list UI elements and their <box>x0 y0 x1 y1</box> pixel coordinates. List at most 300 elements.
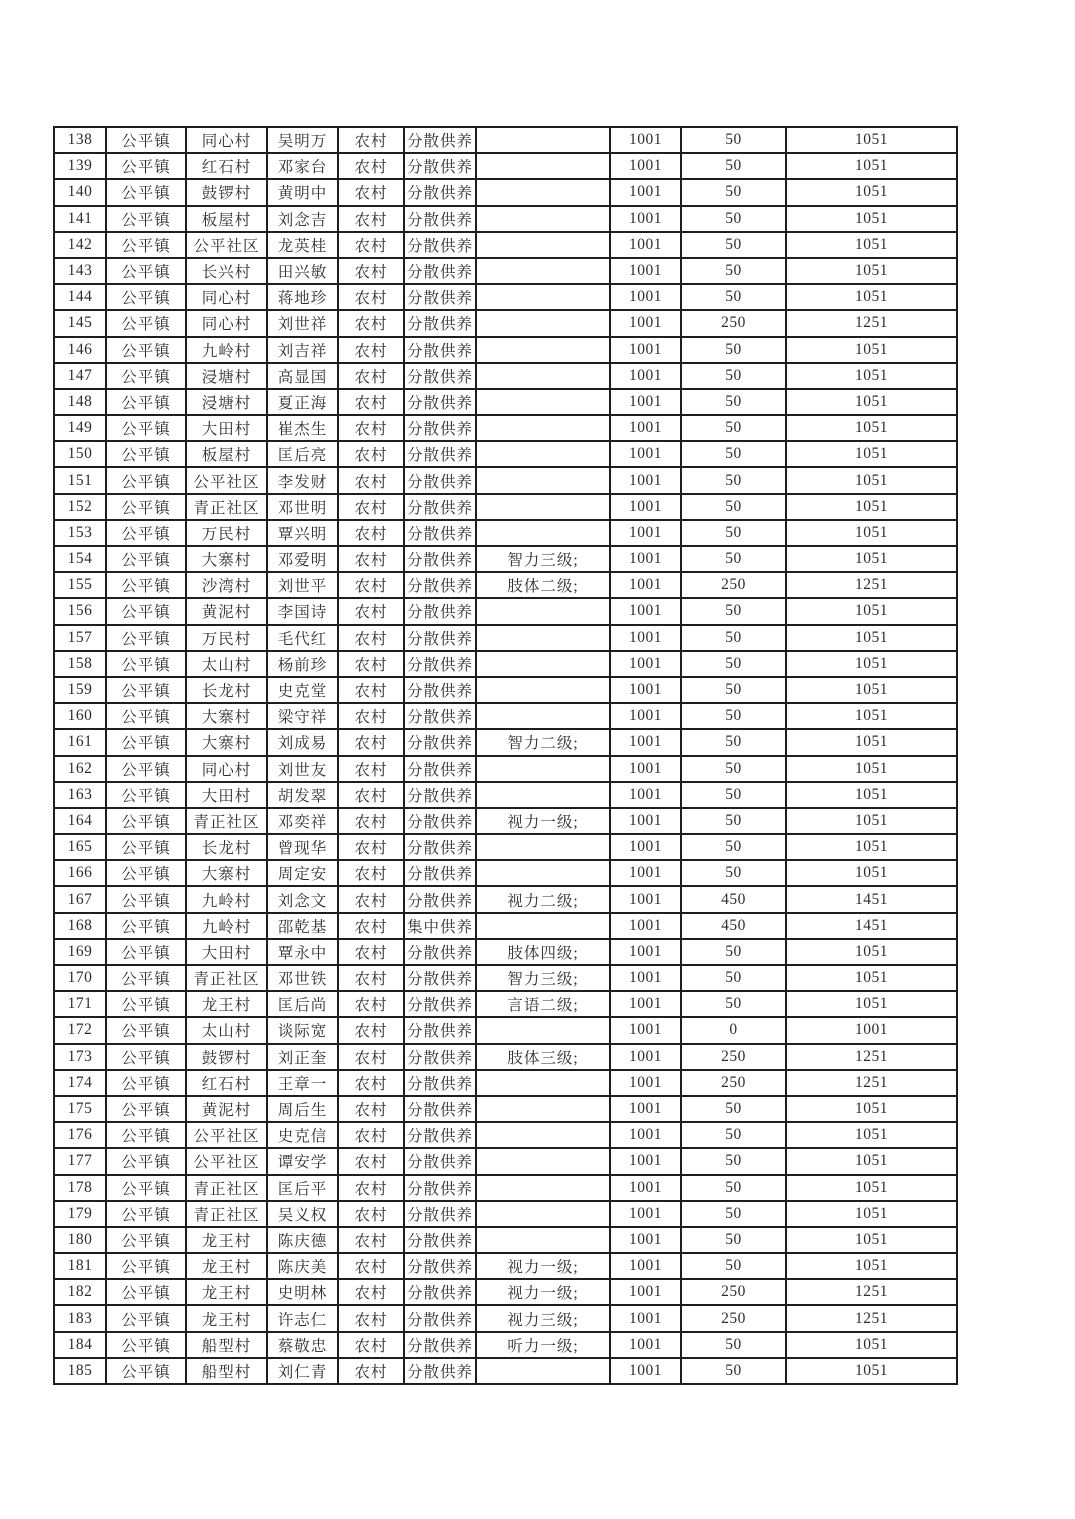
cell-name: 刘世平 <box>267 572 338 598</box>
cell-adjust-amount: 0 <box>681 1017 786 1043</box>
cell-base-amount: 1001 <box>610 939 681 965</box>
cell-area-type: 农村 <box>338 782 404 808</box>
cell-name: 李国诗 <box>267 598 338 624</box>
cell-town: 公平镇 <box>106 546 186 572</box>
cell-disability <box>476 363 610 389</box>
cell-base-amount: 1001 <box>610 1305 681 1331</box>
cell-support-type: 分散供养 <box>404 703 476 729</box>
cell-area-type: 农村 <box>338 1122 404 1148</box>
cell-area-type: 农村 <box>338 939 404 965</box>
cell-total-amount: 1051 <box>786 1201 957 1227</box>
cell-disability <box>476 467 610 493</box>
cell-support-type: 分散供养 <box>404 1279 476 1305</box>
cell-name: 陈庆德 <box>267 1227 338 1253</box>
cell-disability <box>476 1175 610 1201</box>
cell-village: 公平社区 <box>186 467 267 493</box>
cell-base-amount: 1001 <box>610 494 681 520</box>
cell-support-type: 分散供养 <box>404 284 476 310</box>
table-row <box>54 1279 957 1305</box>
cell-adjust-amount: 250 <box>681 310 786 336</box>
cell-disability <box>476 677 610 703</box>
cell-adjust-amount: 50 <box>681 127 786 153</box>
cell-row-no: 170 <box>54 965 106 991</box>
cell-village: 大田村 <box>186 939 267 965</box>
cell-disability: 言语二级; <box>476 991 610 1017</box>
cell-area-type: 农村 <box>338 1305 404 1331</box>
cell-village: 船型村 <box>186 1358 267 1384</box>
cell-disability <box>476 1122 610 1148</box>
cell-row-no: 177 <box>54 1148 106 1174</box>
cell-support-type: 分散供养 <box>404 1332 476 1358</box>
cell-total-amount: 1051 <box>786 494 957 520</box>
cell-support-type: 分散供养 <box>404 782 476 808</box>
table-row <box>54 546 957 572</box>
cell-town: 公平镇 <box>106 337 186 363</box>
cell-name: 李发财 <box>267 467 338 493</box>
cell-name: 邓家台 <box>267 153 338 179</box>
cell-area-type: 农村 <box>338 441 404 467</box>
cell-support-type: 分散供养 <box>404 494 476 520</box>
cell-area-type: 农村 <box>338 834 404 860</box>
cell-support-type: 分散供养 <box>404 860 476 886</box>
cell-area-type: 农村 <box>338 1201 404 1227</box>
cell-town: 公平镇 <box>106 1017 186 1043</box>
cell-village: 红石村 <box>186 153 267 179</box>
table-row <box>54 415 957 441</box>
cell-row-no: 161 <box>54 729 106 755</box>
cell-village: 黄泥村 <box>186 598 267 624</box>
cell-area-type: 农村 <box>338 1148 404 1174</box>
cell-name: 王章一 <box>267 1070 338 1096</box>
cell-total-amount: 1251 <box>786 310 957 336</box>
cell-area-type: 农村 <box>338 572 404 598</box>
cell-adjust-amount: 50 <box>681 1096 786 1122</box>
cell-total-amount: 1051 <box>786 808 957 834</box>
cell-row-no: 139 <box>54 153 106 179</box>
cell-village: 青正社区 <box>186 1175 267 1201</box>
cell-adjust-amount: 50 <box>681 1201 786 1227</box>
cell-total-amount: 1051 <box>786 337 957 363</box>
cell-name: 蔡敬忠 <box>267 1332 338 1358</box>
cell-row-no: 152 <box>54 494 106 520</box>
cell-base-amount: 1001 <box>610 729 681 755</box>
cell-row-no: 175 <box>54 1096 106 1122</box>
cell-village: 公平社区 <box>186 232 267 258</box>
cell-disability <box>476 415 610 441</box>
cell-base-amount: 1001 <box>610 860 681 886</box>
cell-disability <box>476 782 610 808</box>
cell-village: 长兴村 <box>186 258 267 284</box>
cell-support-type: 分散供养 <box>404 729 476 755</box>
cell-village: 板屋村 <box>186 441 267 467</box>
cell-base-amount: 1001 <box>610 153 681 179</box>
cell-area-type: 农村 <box>338 860 404 886</box>
cell-town: 公平镇 <box>106 415 186 441</box>
cell-support-type: 分散供养 <box>404 572 476 598</box>
cell-total-amount: 1051 <box>786 206 957 232</box>
cell-town: 公平镇 <box>106 703 186 729</box>
cell-name: 刘念吉 <box>267 206 338 232</box>
cell-row-no: 138 <box>54 127 106 153</box>
cell-support-type: 分散供养 <box>404 808 476 834</box>
cell-support-type: 分散供养 <box>404 206 476 232</box>
cell-adjust-amount: 250 <box>681 1070 786 1096</box>
cell-support-type: 分散供养 <box>404 520 476 546</box>
cell-adjust-amount: 50 <box>681 965 786 991</box>
cell-disability <box>476 913 610 939</box>
table-row <box>54 206 957 232</box>
cell-row-no: 140 <box>54 179 106 205</box>
cell-town: 公平镇 <box>106 1044 186 1070</box>
cell-town: 公平镇 <box>106 179 186 205</box>
cell-total-amount: 1051 <box>786 258 957 284</box>
cell-village: 公平社区 <box>186 1148 267 1174</box>
table-row <box>54 467 957 493</box>
cell-adjust-amount: 50 <box>681 1175 786 1201</box>
cell-area-type: 农村 <box>338 729 404 755</box>
cell-village: 鼓锣村 <box>186 1044 267 1070</box>
cell-disability: 智力三级; <box>476 965 610 991</box>
cell-support-type: 分散供养 <box>404 1175 476 1201</box>
cell-village: 青正社区 <box>186 494 267 520</box>
cell-town: 公平镇 <box>106 284 186 310</box>
cell-disability <box>476 441 610 467</box>
cell-town: 公平镇 <box>106 1227 186 1253</box>
cell-total-amount: 1051 <box>786 729 957 755</box>
cell-support-type: 分散供养 <box>404 598 476 624</box>
cell-base-amount: 1001 <box>610 546 681 572</box>
cell-base-amount: 1001 <box>610 651 681 677</box>
table-row <box>54 1044 957 1070</box>
cell-base-amount: 1001 <box>610 1122 681 1148</box>
cell-area-type: 农村 <box>338 965 404 991</box>
cell-base-amount: 1001 <box>610 1358 681 1384</box>
cell-name: 曾现华 <box>267 834 338 860</box>
cell-row-no: 143 <box>54 258 106 284</box>
cell-name: 邓世铁 <box>267 965 338 991</box>
cell-village: 龙王村 <box>186 1227 267 1253</box>
cell-row-no: 181 <box>54 1253 106 1279</box>
cell-town: 公平镇 <box>106 1175 186 1201</box>
cell-village: 大田村 <box>186 782 267 808</box>
cell-village: 长龙村 <box>186 834 267 860</box>
cell-village: 长龙村 <box>186 677 267 703</box>
table-row <box>54 782 957 808</box>
cell-base-amount: 1001 <box>610 1227 681 1253</box>
cell-town: 公平镇 <box>106 232 186 258</box>
cell-row-no: 183 <box>54 1305 106 1331</box>
cell-row-no: 146 <box>54 337 106 363</box>
table-row <box>54 1227 957 1253</box>
cell-area-type: 农村 <box>338 310 404 336</box>
cell-total-amount: 1051 <box>786 991 957 1017</box>
cell-disability <box>476 1017 610 1043</box>
cell-town: 公平镇 <box>106 808 186 834</box>
cell-village: 浸塘村 <box>186 363 267 389</box>
cell-adjust-amount: 250 <box>681 1044 786 1070</box>
cell-base-amount: 1001 <box>610 337 681 363</box>
cell-row-no: 164 <box>54 808 106 834</box>
cell-base-amount: 1001 <box>610 520 681 546</box>
cell-village: 万民村 <box>186 625 267 651</box>
cell-area-type: 农村 <box>338 1332 404 1358</box>
table-row <box>54 179 957 205</box>
cell-disability: 智力二级; <box>476 729 610 755</box>
cell-total-amount: 1051 <box>786 1096 957 1122</box>
cell-name: 吴义权 <box>267 1201 338 1227</box>
cell-area-type: 农村 <box>338 127 404 153</box>
cell-base-amount: 1001 <box>610 834 681 860</box>
cell-total-amount: 1051 <box>786 153 957 179</box>
cell-village: 同心村 <box>186 756 267 782</box>
cell-town: 公平镇 <box>106 991 186 1017</box>
cell-disability: 肢体二级; <box>476 572 610 598</box>
cell-adjust-amount: 50 <box>681 153 786 179</box>
cell-disability: 智力三级; <box>476 546 610 572</box>
cell-support-type: 分散供养 <box>404 389 476 415</box>
cell-name: 毛代红 <box>267 625 338 651</box>
cell-area-type: 农村 <box>338 494 404 520</box>
cell-row-no: 145 <box>54 310 106 336</box>
cell-base-amount: 1001 <box>610 1253 681 1279</box>
cell-town: 公平镇 <box>106 1332 186 1358</box>
cell-total-amount: 1051 <box>786 651 957 677</box>
cell-area-type: 农村 <box>338 284 404 310</box>
cell-town: 公平镇 <box>106 834 186 860</box>
cell-support-type: 分散供养 <box>404 756 476 782</box>
cell-total-amount: 1051 <box>786 1253 957 1279</box>
cell-row-no: 149 <box>54 415 106 441</box>
cell-row-no: 163 <box>54 782 106 808</box>
table-row <box>54 284 957 310</box>
table-row <box>54 860 957 886</box>
cell-base-amount: 1001 <box>610 703 681 729</box>
cell-base-amount: 1001 <box>610 310 681 336</box>
cell-base-amount: 1001 <box>610 808 681 834</box>
cell-total-amount: 1051 <box>786 284 957 310</box>
cell-base-amount: 1001 <box>610 127 681 153</box>
cell-area-type: 农村 <box>338 625 404 651</box>
cell-village: 鼓锣村 <box>186 179 267 205</box>
cell-name: 吴明万 <box>267 127 338 153</box>
cell-disability <box>476 179 610 205</box>
cell-area-type: 农村 <box>338 756 404 782</box>
cell-disability <box>476 598 610 624</box>
cell-disability <box>476 1358 610 1384</box>
cell-row-no: 176 <box>54 1122 106 1148</box>
cell-adjust-amount: 50 <box>681 808 786 834</box>
cell-disability <box>476 860 610 886</box>
table-row <box>54 337 957 363</box>
cell-area-type: 农村 <box>338 598 404 624</box>
cell-row-no: 179 <box>54 1201 106 1227</box>
cell-total-amount: 1051 <box>786 703 957 729</box>
cell-row-no: 159 <box>54 677 106 703</box>
cell-adjust-amount: 50 <box>681 520 786 546</box>
cell-village: 龙王村 <box>186 1305 267 1331</box>
cell-village: 龙王村 <box>186 1253 267 1279</box>
cell-base-amount: 1001 <box>610 389 681 415</box>
cell-name: 周定安 <box>267 860 338 886</box>
cell-row-no: 184 <box>54 1332 106 1358</box>
cell-support-type: 分散供养 <box>404 415 476 441</box>
cell-area-type: 农村 <box>338 363 404 389</box>
cell-total-amount: 1001 <box>786 1017 957 1043</box>
cell-base-amount: 1001 <box>610 1148 681 1174</box>
cell-area-type: 农村 <box>338 232 404 258</box>
cell-area-type: 农村 <box>338 703 404 729</box>
cell-disability <box>476 232 610 258</box>
cell-adjust-amount: 50 <box>681 991 786 1017</box>
cell-name: 匡后亮 <box>267 441 338 467</box>
cell-adjust-amount: 50 <box>681 1332 786 1358</box>
table-row <box>54 991 957 1017</box>
cell-adjust-amount: 50 <box>681 729 786 755</box>
cell-name: 刘世友 <box>267 756 338 782</box>
cell-row-no: 168 <box>54 913 106 939</box>
cell-total-amount: 1051 <box>786 467 957 493</box>
cell-base-amount: 1001 <box>610 284 681 310</box>
cell-disability: 肢体三级; <box>476 1044 610 1070</box>
cell-total-amount: 1051 <box>786 782 957 808</box>
cell-adjust-amount: 50 <box>681 415 786 441</box>
cell-adjust-amount: 50 <box>681 1122 786 1148</box>
cell-town: 公平镇 <box>106 625 186 651</box>
table-row <box>54 127 957 153</box>
cell-town: 公平镇 <box>106 572 186 598</box>
cell-disability <box>476 389 610 415</box>
cell-adjust-amount: 250 <box>681 1279 786 1305</box>
cell-name: 刘念文 <box>267 886 338 912</box>
cell-disability <box>476 1227 610 1253</box>
cell-support-type: 分散供养 <box>404 179 476 205</box>
table-row <box>54 153 957 179</box>
cell-town: 公平镇 <box>106 153 186 179</box>
cell-support-type: 分散供养 <box>404 153 476 179</box>
cell-adjust-amount: 50 <box>681 834 786 860</box>
cell-support-type: 分散供养 <box>404 939 476 965</box>
cell-town: 公平镇 <box>106 965 186 991</box>
cell-town: 公平镇 <box>106 886 186 912</box>
cell-total-amount: 1251 <box>786 1044 957 1070</box>
cell-base-amount: 1001 <box>610 206 681 232</box>
cell-total-amount: 1051 <box>786 677 957 703</box>
cell-row-no: 185 <box>54 1358 106 1384</box>
cell-support-type: 分散供养 <box>404 258 476 284</box>
table-row <box>54 651 957 677</box>
cell-support-type: 分散供养 <box>404 625 476 651</box>
cell-row-no: 141 <box>54 206 106 232</box>
cell-row-no: 153 <box>54 520 106 546</box>
cell-town: 公平镇 <box>106 441 186 467</box>
cell-adjust-amount: 50 <box>681 206 786 232</box>
cell-support-type: 分散供养 <box>404 232 476 258</box>
cell-total-amount: 1051 <box>786 834 957 860</box>
cell-base-amount: 1001 <box>610 677 681 703</box>
cell-base-amount: 1001 <box>610 886 681 912</box>
cell-name: 谈际宽 <box>267 1017 338 1043</box>
cell-adjust-amount: 50 <box>681 467 786 493</box>
cell-disability <box>476 703 610 729</box>
cell-name: 史克信 <box>267 1122 338 1148</box>
cell-base-amount: 1001 <box>610 363 681 389</box>
cell-town: 公平镇 <box>106 782 186 808</box>
cell-area-type: 农村 <box>338 1279 404 1305</box>
cell-village: 同心村 <box>186 310 267 336</box>
cell-disability: 视力三级; <box>476 1305 610 1331</box>
cell-village: 九岭村 <box>186 337 267 363</box>
cell-support-type: 分散供养 <box>404 1253 476 1279</box>
cell-town: 公平镇 <box>106 363 186 389</box>
cell-disability <box>476 520 610 546</box>
cell-area-type: 农村 <box>338 808 404 834</box>
table-row <box>54 1122 957 1148</box>
cell-disability <box>476 1148 610 1174</box>
cell-adjust-amount: 50 <box>681 1253 786 1279</box>
cell-disability <box>476 310 610 336</box>
cell-name: 匡后平 <box>267 1175 338 1201</box>
cell-total-amount: 1251 <box>786 1279 957 1305</box>
cell-total-amount: 1451 <box>786 913 957 939</box>
cell-area-type: 农村 <box>338 206 404 232</box>
cell-support-type: 分散供养 <box>404 886 476 912</box>
cell-disability <box>476 625 610 651</box>
cell-disability <box>476 1201 610 1227</box>
cell-support-type: 分散供养 <box>404 1305 476 1331</box>
cell-adjust-amount: 50 <box>681 363 786 389</box>
cell-disability <box>476 284 610 310</box>
cell-base-amount: 1001 <box>610 467 681 493</box>
cell-disability: 视力一级; <box>476 1253 610 1279</box>
cell-adjust-amount: 50 <box>681 756 786 782</box>
cell-support-type: 分散供养 <box>404 127 476 153</box>
cell-name: 邓爱明 <box>267 546 338 572</box>
cell-disability <box>476 494 610 520</box>
cell-town: 公平镇 <box>106 913 186 939</box>
cell-row-no: 147 <box>54 363 106 389</box>
cell-name: 匡后尚 <box>267 991 338 1017</box>
cell-adjust-amount: 50 <box>681 651 786 677</box>
cell-village: 同心村 <box>186 127 267 153</box>
cell-name: 周后生 <box>267 1096 338 1122</box>
cell-total-amount: 1051 <box>786 127 957 153</box>
cell-town: 公平镇 <box>106 127 186 153</box>
cell-base-amount: 1001 <box>610 258 681 284</box>
cell-row-no: 142 <box>54 232 106 258</box>
cell-village: 太山村 <box>186 651 267 677</box>
cell-village: 万民村 <box>186 520 267 546</box>
cell-name: 邓奕祥 <box>267 808 338 834</box>
cell-town: 公平镇 <box>106 677 186 703</box>
cell-area-type: 农村 <box>338 520 404 546</box>
cell-base-amount: 1001 <box>610 1070 681 1096</box>
table-row <box>54 232 957 258</box>
cell-support-type: 分散供养 <box>404 677 476 703</box>
cell-town: 公平镇 <box>106 520 186 546</box>
table-row <box>54 1096 957 1122</box>
cell-town: 公平镇 <box>106 494 186 520</box>
cell-name: 龙英桂 <box>267 232 338 258</box>
cell-name: 梁守祥 <box>267 703 338 729</box>
cell-total-amount: 1051 <box>786 363 957 389</box>
cell-row-no: 173 <box>54 1044 106 1070</box>
cell-adjust-amount: 250 <box>681 572 786 598</box>
cell-adjust-amount: 50 <box>681 1148 786 1174</box>
table-row <box>54 494 957 520</box>
cell-base-amount: 1001 <box>610 782 681 808</box>
cell-support-type: 分散供养 <box>404 363 476 389</box>
cell-row-no: 180 <box>54 1227 106 1253</box>
